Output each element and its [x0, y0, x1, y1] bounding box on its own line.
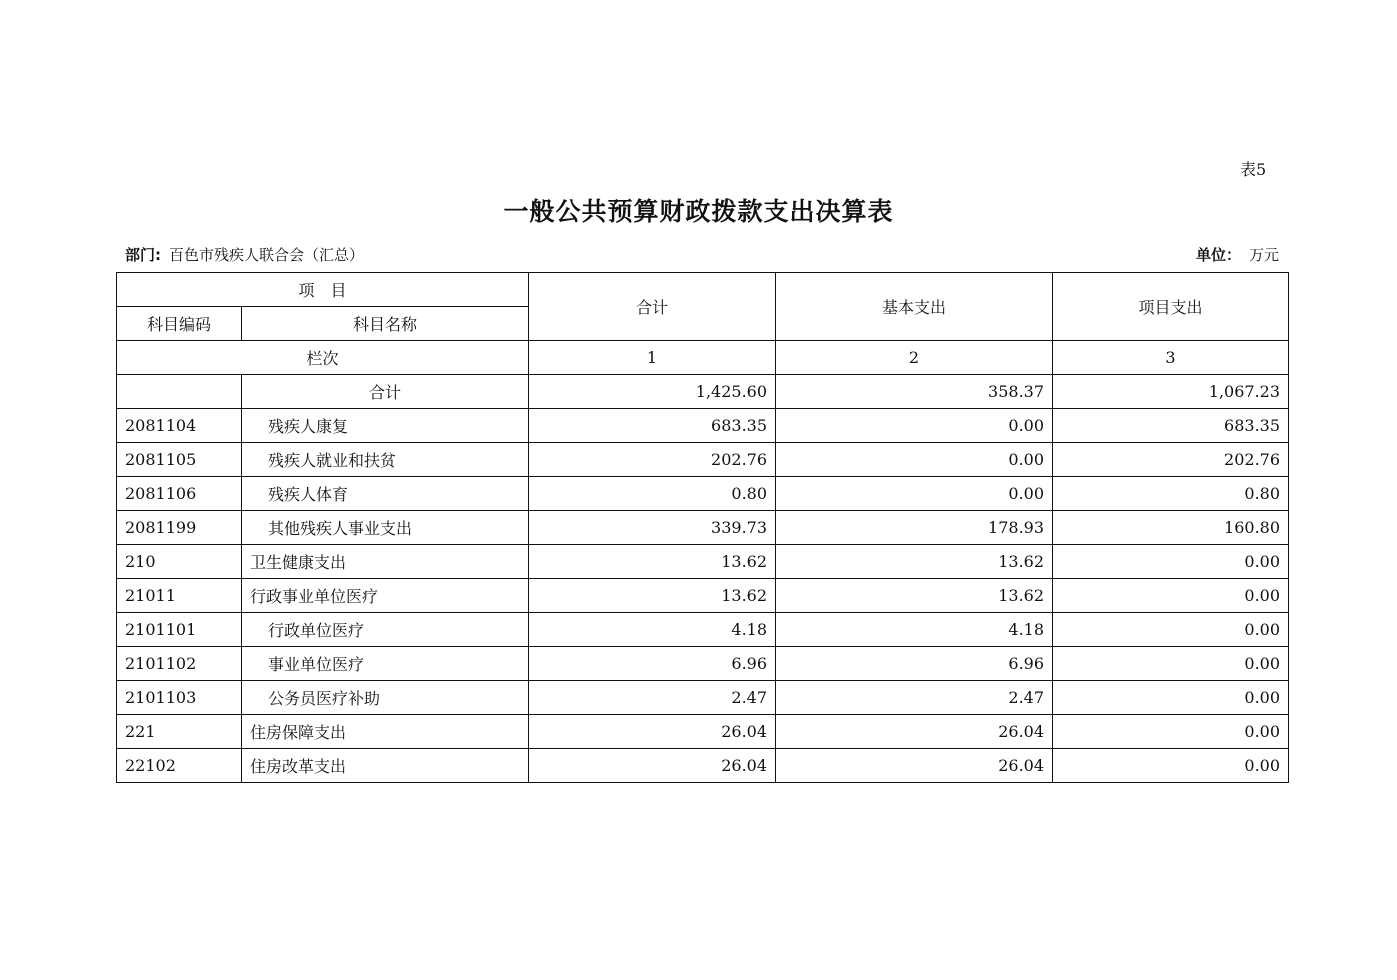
row-total: 26.04: [529, 749, 776, 783]
row-basic: 2.47: [776, 681, 1053, 715]
header-project-expense: 项目支出: [1053, 273, 1289, 341]
row-total: 13.62: [529, 545, 776, 579]
row-total: 4.18: [529, 613, 776, 647]
row-project: 0.00: [1053, 613, 1289, 647]
total-total: 1,425.60: [529, 375, 776, 409]
col-number-1: 1: [529, 341, 776, 375]
col-number-3: 3: [1053, 341, 1289, 375]
row-name: 残疾人康复: [242, 409, 529, 443]
department-value: 百色市残疾人联合会（汇总）: [169, 246, 365, 264]
row-project: 0.00: [1053, 545, 1289, 579]
row-code: 2101101: [117, 613, 242, 647]
row-code: 210: [117, 545, 242, 579]
header-code: 科目编码: [117, 307, 242, 341]
header-total: 合计: [529, 273, 776, 341]
row-label-cell: 栏次: [117, 341, 529, 375]
row-project: 0.80: [1053, 477, 1289, 511]
row-code: 2081105: [117, 443, 242, 477]
table-row: [117, 613, 1289, 647]
row-project: 0.00: [1053, 715, 1289, 749]
row-name: 残疾人就业和扶贫: [242, 443, 529, 477]
total-row: [117, 375, 1289, 409]
row-name: 卫生健康支出: [242, 545, 529, 579]
row-code: 21011: [117, 579, 242, 613]
row-code: 2081199: [117, 511, 242, 545]
row-code: 2101102: [117, 647, 242, 681]
row-basic: 13.62: [776, 545, 1053, 579]
header-basic: 基本支出: [776, 273, 1053, 341]
table-row: [117, 545, 1289, 579]
table-number: 表5: [1240, 160, 1267, 179]
total-basic: 358.37: [776, 375, 1053, 409]
department-label: 部门:: [125, 246, 161, 264]
document-title: 一般公共预算财政拨款支出决算表: [503, 197, 894, 226]
row-name: 行政单位医疗: [242, 613, 529, 647]
row-basic: 0.00: [776, 443, 1053, 477]
row-project: 202.76: [1053, 443, 1289, 477]
total-project: 1,067.23: [1053, 375, 1289, 409]
row-total: 26.04: [529, 715, 776, 749]
table-row: [117, 477, 1289, 511]
row-code: 22102: [117, 749, 242, 783]
row-total: 339.73: [529, 511, 776, 545]
unit-label: 单位：: [1196, 246, 1242, 264]
row-name: 行政事业单位医疗: [242, 579, 529, 613]
row-total: 2.47: [529, 681, 776, 715]
table-row: [117, 511, 1289, 545]
header-name: 科目名称: [242, 307, 529, 341]
header-project: 项 目: [117, 273, 529, 307]
row-total: 6.96: [529, 647, 776, 681]
row-name: 其他残疾人事业支出: [242, 511, 529, 545]
expenditure-table: [116, 272, 1289, 783]
unit-value: 万元: [1249, 246, 1280, 264]
row-total: 202.76: [529, 443, 776, 477]
table-row: [117, 647, 1289, 681]
row-project: 160.80: [1053, 511, 1289, 545]
department-line: [125, 244, 364, 265]
row-project: 0.00: [1053, 749, 1289, 783]
row-name: 住房保障支出: [242, 715, 529, 749]
table-row: [117, 681, 1289, 715]
table-row: [117, 715, 1289, 749]
table-row: [117, 443, 1289, 477]
row-name: 公务员医疗补助: [242, 681, 529, 715]
row-project: 0.00: [1053, 579, 1289, 613]
row-basic: 178.93: [776, 511, 1053, 545]
row-project: 0.00: [1053, 647, 1289, 681]
row-name: 事业单位医疗: [242, 647, 529, 681]
row-basic: 26.04: [776, 715, 1053, 749]
row-code: 2081106: [117, 477, 242, 511]
col-number-2: 2: [776, 341, 1053, 375]
row-total: 0.80: [529, 477, 776, 511]
total-label: 合计: [242, 375, 529, 409]
table-row: [117, 409, 1289, 443]
row-name: 住房改革支出: [242, 749, 529, 783]
row-code: 2081104: [117, 409, 242, 443]
row-code: 221: [117, 715, 242, 749]
row-total: 13.62: [529, 579, 776, 613]
row-code: 2101103: [117, 681, 242, 715]
row-project: 0.00: [1053, 681, 1289, 715]
unit-line: [1196, 244, 1279, 265]
row-basic: 26.04: [776, 749, 1053, 783]
row-basic: 4.18: [776, 613, 1053, 647]
row-basic: 0.00: [776, 409, 1053, 443]
table-row: [117, 579, 1289, 613]
row-name: 残疾人体育: [242, 477, 529, 511]
row-project: 683.35: [1053, 409, 1289, 443]
row-basic: 13.62: [776, 579, 1053, 613]
row-basic: 0.00: [776, 477, 1053, 511]
row-basic: 6.96: [776, 647, 1053, 681]
row-total: 683.35: [529, 409, 776, 443]
table-row: [117, 749, 1289, 783]
